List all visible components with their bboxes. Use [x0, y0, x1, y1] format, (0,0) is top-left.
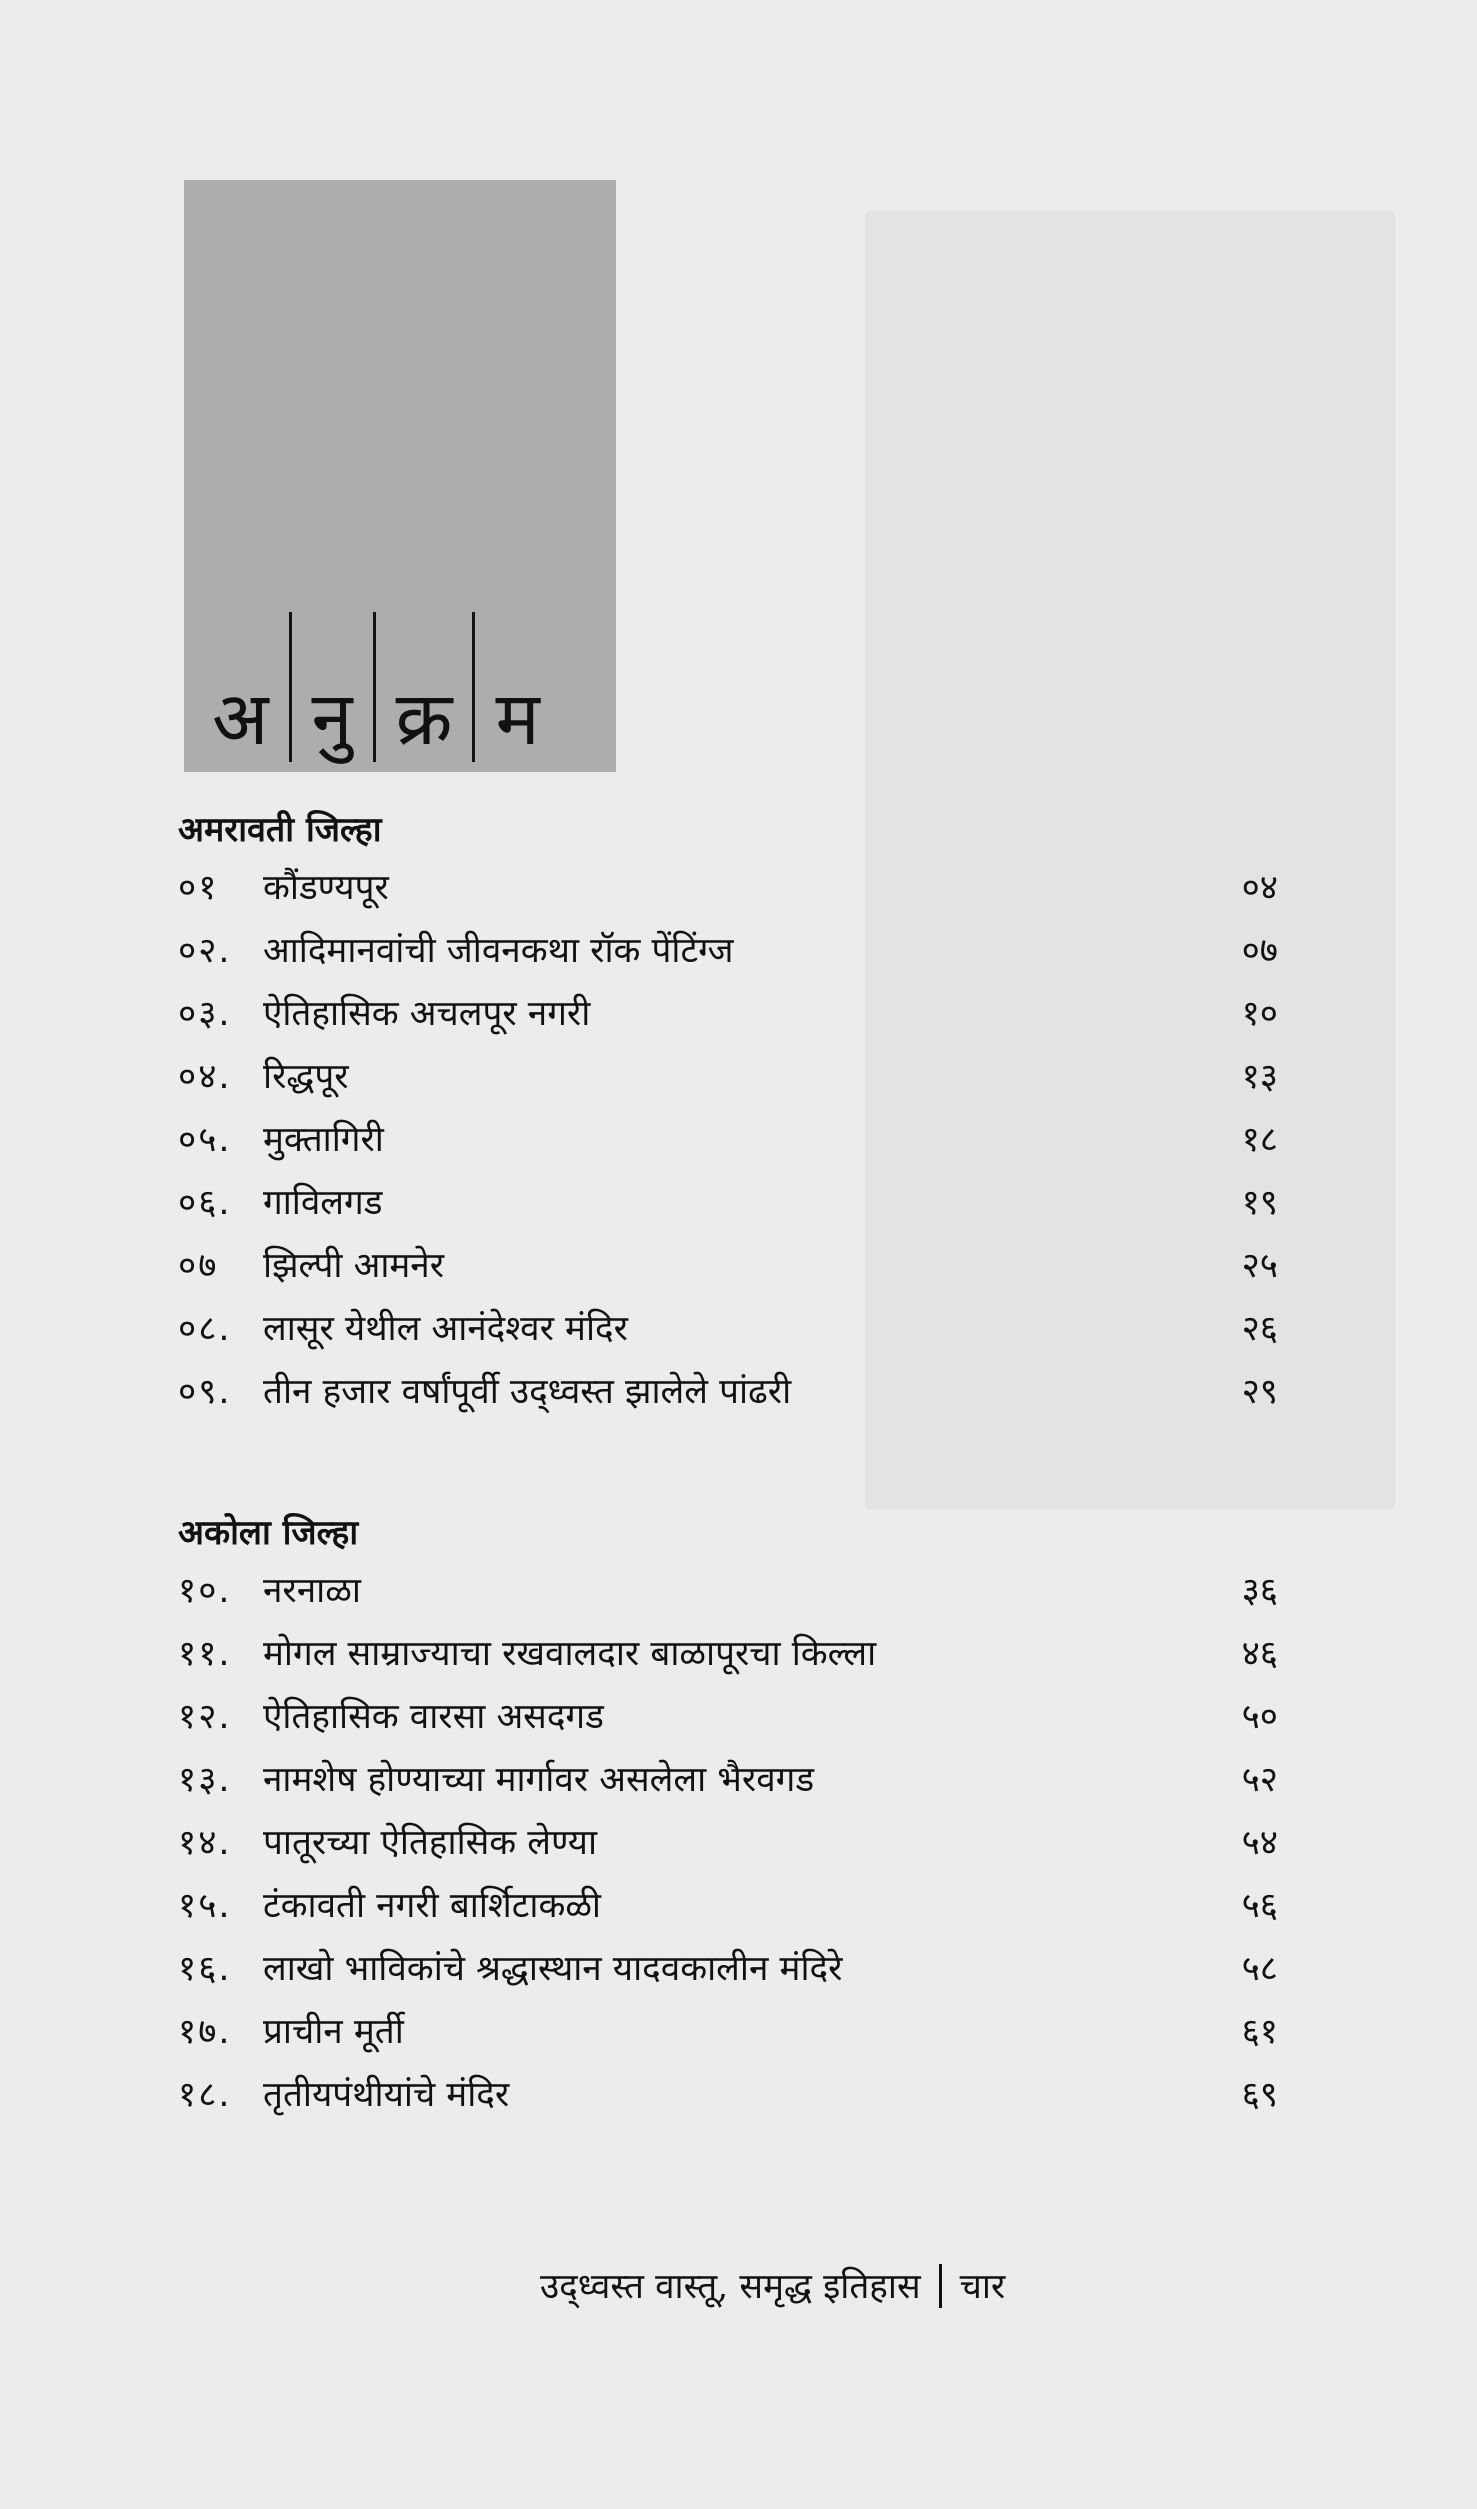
toc-entry[interactable]	[178, 1044, 1278, 1107]
entry-number: १२.	[178, 1697, 232, 1737]
entry-number: १५.	[178, 1886, 232, 1926]
entry-title: ऐतिहासिक अचलपूर नगरी	[263, 994, 591, 1034]
entry-page: ५६	[1241, 1886, 1278, 1926]
footer-book-title: उद्ध्वस्त वास्तू, समृद्ध इतिहास	[540, 2267, 921, 2307]
toc-entry[interactable]	[178, 1747, 1278, 1810]
entry-number: ०९.	[178, 1372, 232, 1412]
toc-entry[interactable]	[178, 1558, 1278, 1621]
entry-title: मोगल साम्राज्याचा रखवालदार बाळापूरचा किल्ला	[263, 1634, 877, 1674]
entry-number: ०४.	[178, 1057, 232, 1097]
entry-number: ०३.	[178, 994, 232, 1034]
toc-entry[interactable]	[178, 1936, 1278, 1999]
entry-title: ऐतिहासिक वारसा असदगड	[263, 1697, 604, 1737]
entry-number: ०७	[178, 1246, 219, 1286]
entry-page: २९	[1241, 1372, 1278, 1412]
page-title	[192, 612, 560, 762]
toc-entry[interactable]	[178, 1810, 1278, 1873]
entry-page: ४६	[1241, 1634, 1278, 1674]
entry-number: ११.	[178, 1634, 232, 1674]
footer-page-label: चार	[959, 2267, 1006, 2307]
entry-number: १८.	[178, 2075, 232, 2115]
toc-entry[interactable]	[178, 1621, 1278, 1684]
entry-title: झिल्पी आमनेर	[263, 1246, 445, 1286]
entry-title: पातूरच्या ऐतिहासिक लेण्या	[263, 1823, 598, 1863]
entry-number: ०२.	[178, 931, 232, 971]
entry-number: १३.	[178, 1760, 232, 1800]
entry-page: ०७	[1241, 931, 1278, 971]
toc-entry[interactable]	[178, 1170, 1278, 1233]
entry-title: नरनाळा	[263, 1571, 361, 1611]
entry-page: ५८	[1241, 1949, 1278, 1989]
toc-entry[interactable]	[178, 1873, 1278, 1936]
toc-entry[interactable]	[178, 1233, 1278, 1296]
title-letter: नु	[311, 676, 353, 762]
toc-entry[interactable]	[178, 1999, 1278, 2062]
entry-title: तीन हजार वर्षांपूर्वी उद्ध्वस्त झालेले पांढरी	[263, 1372, 792, 1412]
title-letter: अ	[212, 676, 269, 762]
entry-page: ३६	[1241, 1571, 1278, 1611]
entry-number: १७.	[178, 2012, 232, 2052]
entry-page: ६९	[1241, 2075, 1278, 2115]
entry-number: १०.	[178, 1571, 232, 1611]
toc-entry[interactable]	[178, 1359, 1278, 1422]
entry-title: तृतीयपंथीयांचे मंदिर	[263, 2075, 510, 2115]
toc-entry[interactable]	[178, 981, 1278, 1044]
entry-number: ०१	[178, 868, 219, 908]
entry-title: टंकावती नगरी बार्शिटाकळी	[263, 1886, 601, 1926]
entry-number: १४.	[178, 1823, 232, 1863]
section-heading: अमरावती जिल्हा	[178, 810, 382, 850]
title-block	[184, 180, 616, 772]
toc-entry[interactable]	[178, 918, 1278, 981]
entry-page: ०४	[1241, 868, 1278, 908]
entry-page: ५२	[1241, 1760, 1278, 1800]
section-heading: अकोला जिल्हा	[178, 1513, 359, 1553]
entry-page: २५	[1241, 1246, 1278, 1286]
toc-section-amravati	[178, 805, 1278, 1422]
toc-entry[interactable]	[178, 1107, 1278, 1170]
entry-page: २६	[1241, 1309, 1278, 1349]
entry-page: १९	[1241, 1183, 1278, 1223]
entry-page: ६१	[1241, 2012, 1278, 2052]
entry-page: १३	[1241, 1057, 1278, 1097]
entry-page: ५४	[1241, 1823, 1278, 1863]
footer-separator	[939, 2264, 942, 2308]
entry-page: १०	[1241, 994, 1278, 1034]
entry-page: १८	[1241, 1120, 1278, 1160]
entry-title: नामशेष होण्याच्या मार्गावर असलेला भैरवगड	[263, 1760, 815, 1800]
toc-section-akola	[178, 1508, 1278, 2125]
toc-entry[interactable]	[178, 2062, 1278, 2125]
page-footer	[540, 2262, 1005, 2309]
toc-entry[interactable]	[178, 855, 1278, 918]
toc-entry[interactable]	[178, 1684, 1278, 1747]
entry-title: आदिमानवांची जीवनकथा रॉक पेंटिंग्ज	[263, 931, 734, 971]
entry-title: लाखो भाविकांचे श्रद्धास्थान यादवकालीन मंदिरे	[263, 1949, 843, 1989]
entry-number: ०५.	[178, 1120, 232, 1160]
title-letter: म	[495, 676, 540, 762]
entry-title: प्राचीन मूर्ती	[263, 2012, 404, 2052]
entry-title: कौंडण्यपूर	[263, 868, 389, 908]
entry-title: लासूर येथील आनंदेश्वर मंदिर	[263, 1309, 628, 1349]
entry-number: १६.	[178, 1949, 232, 1989]
entry-title: रिद्धपूर	[263, 1057, 349, 1097]
entry-number: ०६.	[178, 1183, 232, 1223]
toc-list	[178, 1558, 1278, 2125]
entry-title: मुक्तागिरी	[263, 1120, 384, 1160]
title-letter: क्र	[395, 676, 453, 762]
entry-title: गाविलगड	[263, 1183, 383, 1223]
toc-list	[178, 855, 1278, 1422]
toc-entry[interactable]	[178, 1296, 1278, 1359]
entry-page: ५०	[1241, 1697, 1278, 1737]
entry-number: ०८.	[178, 1309, 232, 1349]
